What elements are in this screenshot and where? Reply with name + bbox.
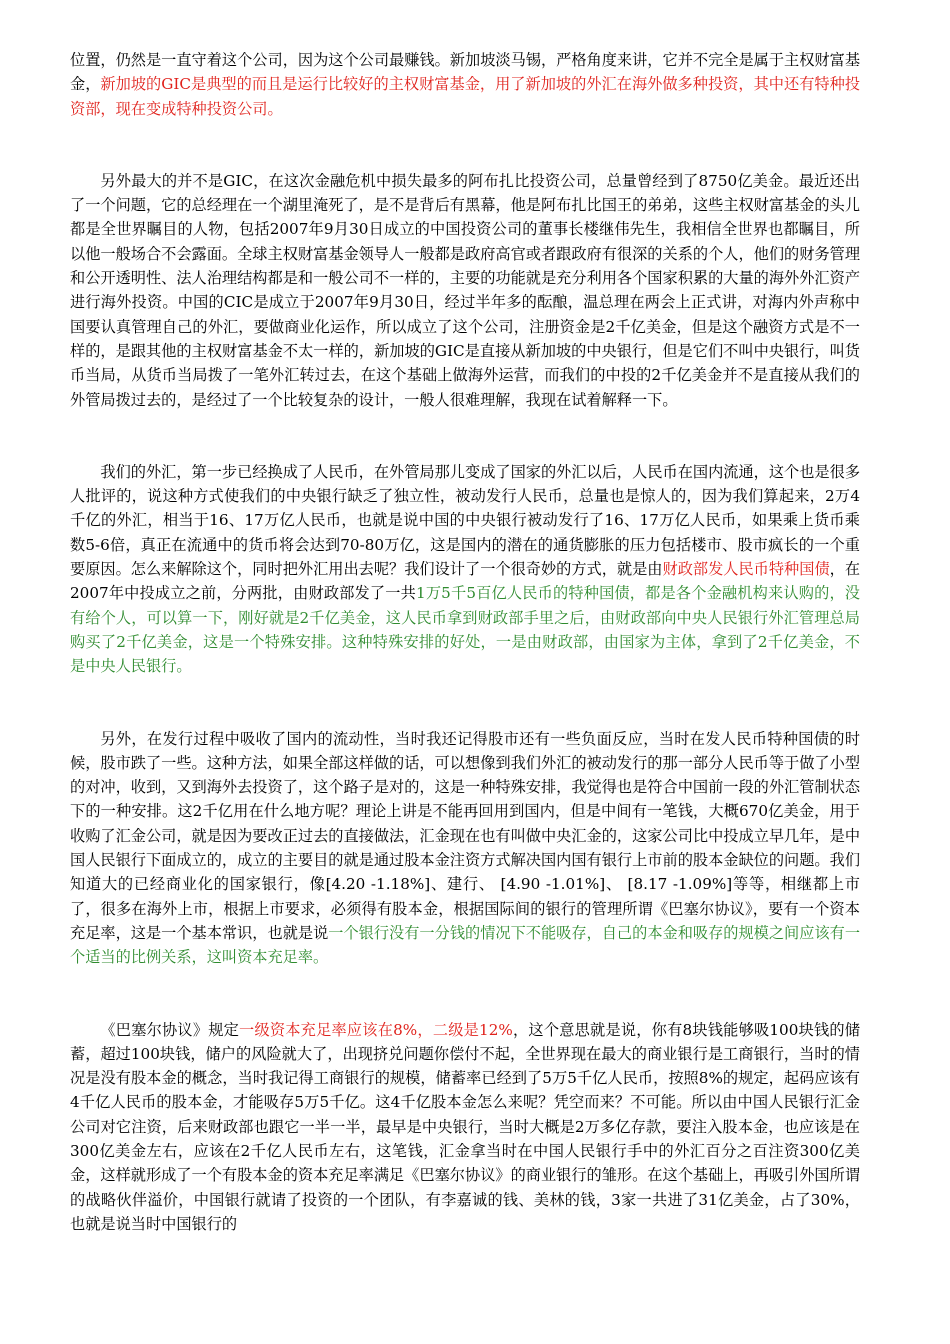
highlight-red-text: 一级资本充足率应该在8%，二级是12% (239, 1020, 513, 1039)
paragraph-1 (70, 48, 860, 121)
text-segment: 《巴塞尔协议》规定 (100, 1020, 240, 1039)
text-segment: 位置，仍然是一直守着这个公司，因为这个公司最赚钱。新加坡淡马锡，严格角度来讲，它并不完全是属于主权财富基金， (70, 51, 860, 94)
paragraph-3 (70, 460, 860, 679)
text-segment: 另外最大的并不是GIC，在这次金融危机中损失最多的阿布扎比投资公司，总量曾经到了8750亿美金。最近还出了一个问题，它的总经理在一个湖里淹死了，是不是背后有黑幕，他是阿布扎比国王的弟弟，这些主权财富基金的头儿都是全世界瞩目的人物，包括2007年9月30日成立的中国投资公司的董事长楼继伟先生，我相信全世界也都瞩目，所以他一般场合不会露面。全球主权财富基金领导人一般都是政府高官或者跟政府有很深的关系的个人，他们的财务管理和公开透明性、法人治理结构都是和一般公司不一样的，主要的功能就是充分利用各个国家积累的大量的海外外汇资产进行海外投资。中国的CIC是成立于2007年9月30日，经过半年多的酝酿，温总理在两会上正式讲，对海内外声称中国要认真管理自己的外汇，要做商业化运作，所以成立了这个公司，注册资金是2千亿美金，但是这个融资方式是不一样的，是跟其他的主权财富基金不太一样的，新加坡的GIC是直接从新加坡的中央银行，但是它们不叫中央银行，叫货币当局，从货币当局拨了一笔外汇转过去，在这个基础上做海外运营，而我们的中投的2千亿美金并不是直接从我们的外管局拨过去的，是经过了一个比较复杂的设计，一般人很难理解，我现在试着解释一下。 (70, 171, 860, 409)
highlight-green-text: 1万5千5百亿人民币的特种国债，都是各个金融机构来认购的，没有给个人，可以算一下，刚好就是2千亿美金，这人民币拿到财政部手里之后，由财政部向中央人民银行外汇管理总局购买了2千亿美金，这是一个特殊安排。这种特殊安排的好处，一是由财政部，由国家为主体，拿到了2千亿美金，不是中央人民银行。 (70, 584, 860, 676)
text-segment: ，在2007年中投成立之前，分两批，由财政部发了一共 (70, 560, 861, 603)
paragraph-5 (70, 1018, 860, 1237)
paragraph-2 (70, 169, 860, 412)
paragraph-4 (70, 727, 860, 970)
text-segment: 另外，在发行过程中吸收了国内的流动性，当时我还记得股市还有一些负面反应，当时在发人民币特种国债的时候，股市跌了一些。这种方法，如果全部这样做的话，可以想像到我们外汇的被动发行的那一部分人民币等于做了小型的对冲，收到，又到海外去投资了，这个路子是对的，这是一种特殊安排，我觉得也是符合中国前一段的外汇管制状态下的一种安排。这2千亿用在什么地方呢？理论上讲是不能再回用到国内，但是中间有一笔钱，大概670亿美金，用于收购了汇金公司，就是因为要改正过去的直接做法，汇金现在也有叫做中央汇金的，这家公司比中投成立早几年，是中国人民银行下面成立的，成立的主要目的就是通过股本金注资方式解决国内国有银行上市前的股本金缺位的问题。我们知道大的已经商业化的国家银行，像[4.20 -1.18%]、建行、 [4.90 -1.01%]、 [8.17 -1.09%]等等，相继都上市了，很多在海外上市，根据上市要求，必须得有股本金，根据国际间的银行的管理所谓《巴塞尔协议》，要有一个资本充足率，这是一个基本常识，也就是说 (70, 729, 860, 942)
text-segment: ，这个意思就是说，你有8块钱能够吸100块钱的储蓄，超过100块钱，储户的风险就大了，出现挤兑问题你偿付不起，全世界现在最大的商业银行是工商银行，当时的情况是没有股本金的概念，当时我记得工商银行的规模，储蓄率已经到了5万5千亿人民币，按照8%的规定，起码应该有4千亿人民币的股本金，才能吸存5万5千亿。这4千亿股本金怎么来呢？凭空而来？不可能。所以由中国人民银行汇金公司对它注资，后来财政部也跟它一半一半，最早是中央银行，当时大概是2万多亿存款，要注入股本金，也应该是在300亿美金左右，应该在2千亿人民币左右，这笔钱，汇金拿当时在中国人民银行手中的外汇百分之百注资300亿美金，这样就形成了一个有股本金的资本充足率满足《巴塞尔协议》的商业银行的雏形。在这个基础上，再吸引外国所谓的战略伙伴溢价，中国银行就请了投资的一个团队，有李嘉诚的钱、美林的钱，3家一共进了31亿美金，占了30%，也就是说当时中国银行的 (70, 1020, 860, 1233)
text-segment: 我们的外汇，第一步已经换成了人民币，在外管局那儿变成了国家的外汇以后，人民币在国内流通，这个也是很多人批评的，说这种方式使我们的中央银行缺乏了独立性，被动发行人民币，总量也是惊人的，因为我们算起来，2万4千亿的外汇，相当于16、17万亿人民币，也就是说中国的中央银行被动发行了16、17万亿人民币，如果乘上货币乘数5-6倍，真正在流通中的货币将会达到70-80万亿，这是国内的潜在的通货膨胀的压力包括楼市、股市疯长的一个重要原因。怎么来解除这个，同时把外汇用出去呢？我们设计了一个很奇妙的方式，就是由 (70, 462, 860, 579)
highlight-green-text: 一个银行没有一分钱的情况下不能吸存，自己的本金和吸存的规模之间应该有一个适当的比例关系，这叫资本充足率。 (70, 923, 861, 967)
highlight-red-text: 财政部发人民币特种国债 (662, 560, 830, 579)
document-page (70, 48, 860, 1284)
highlight-red-text: 新加坡的GIC是典型的而且是运行比较好的主权财富基金，用了新加坡的外汇在海外做多种投资，其中还有特种投资部，现在变成特种投资公司。 (70, 75, 860, 118)
